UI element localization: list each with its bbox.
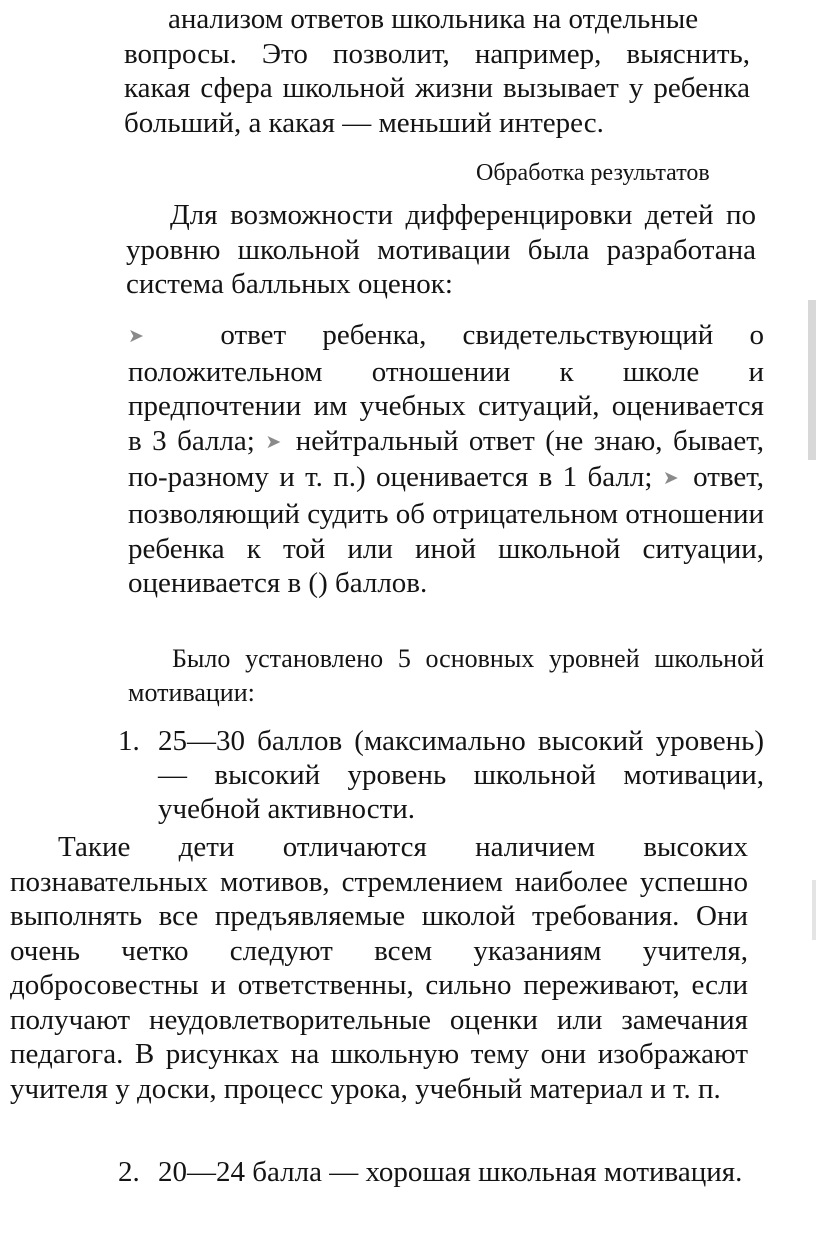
intro-paragraph bbox=[124, 2, 750, 140]
level1-description: Такие дети отличаются наличием высоких познавательных мотивов, стремлением наиболее успешно выполнять все предъявляемые школой требования. Они очень четко следуют всем указаниям учителя, добросовестны и ответственны, сильно переживают, если получают неудовлетворительные оценки или замечания педагога. В рисунках на школьную тему они изображают учителя у доски, процесс урока, учебный материал и т. п. bbox=[10, 831, 748, 1105]
scoring-item: ответ, позволяющий судить об отрицательном отношении ребенка к той или иной школьной ситуации, оценивается в () баллов. bbox=[128, 461, 765, 600]
scoring-paragraph bbox=[128, 318, 764, 601]
scoring-item: нейтральный ответ (не знаю, бывает, по-разному и т. п.) оценивается в 1 балл; bbox=[128, 424, 764, 494]
list-number: 1. bbox=[118, 725, 140, 757]
levels-intro: Было установлено 5 основных уровней школьной мотивации: bbox=[128, 644, 764, 707]
arrow-bullet-icon: ➤ bbox=[662, 468, 679, 490]
scoring-item: ответ ребенка, свидетельствующий о положительном отношении к школе и предпочтении им учебных ситуаций, оценивается в 3 балла; bbox=[128, 319, 765, 457]
arrow-bullet-icon: ➤ bbox=[128, 326, 144, 347]
intro-first-line: анализом ответов школьника на отдельные bbox=[168, 3, 699, 35]
scan-edge-mark bbox=[812, 880, 816, 940]
arrow-bullet-icon: ➤ bbox=[265, 431, 282, 453]
list-number: 2. bbox=[118, 1156, 140, 1188]
level-item: 20—24 балла — хорошая школьная мотивация. bbox=[158, 1156, 743, 1188]
level-item: 25—30 баллов (максимально высокий уровень) — высокий уровень школьной мотивации, учебной активности. bbox=[158, 725, 764, 825]
scan-edge-shadow bbox=[808, 300, 816, 460]
differentiation-paragraph: Для возможности дифференцировки детей по уровню школьной мотивации была разработана система балльных оценок: bbox=[126, 199, 756, 300]
intro-text: вопросы. Это позволит, например, выяснить, какая сфера школьной жизни вызывает у ребенка больший, а какая — меньший интерес. bbox=[124, 37, 750, 139]
section-heading: Обработка результатов bbox=[476, 160, 710, 186]
